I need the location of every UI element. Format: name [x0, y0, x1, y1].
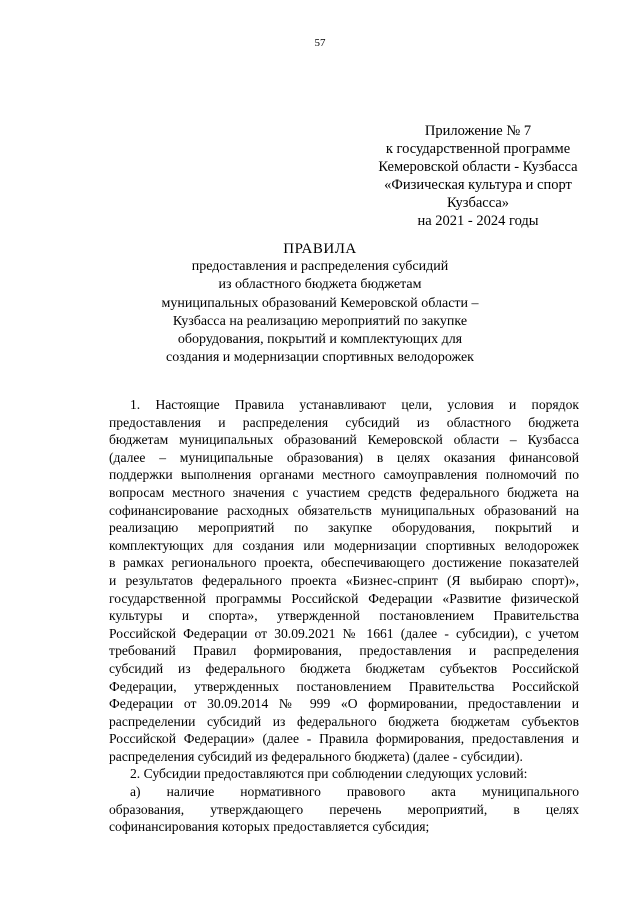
paragraph-line: софинансирование расходных обязательств муниципальных образований на: [109, 502, 579, 518]
subtitle-line: муниципальных образований Кемеровской области –: [161, 295, 479, 311]
paragraph-line: Российской Федерации от 30.09.2021 № 1661 (далее - субсидии), с учетом: [109, 625, 579, 641]
appendix-line: к государственной программе: [385, 141, 571, 157]
paragraph-line: 1. Настоящие Правила устанавливают цели, условия и порядок: [130, 397, 579, 412]
page-number: 57: [314, 37, 326, 49]
appendix-line: Кемеровской области - Кузбасса: [378, 159, 578, 175]
paragraph-line: государственной программы Российской Федерации «Развитие физической: [109, 590, 579, 606]
subtitle-line: оборудования, покрытий и комплектующих для: [177, 332, 463, 348]
paragraph-line: а) наличие нормативного правового акта муниципального: [130, 784, 579, 800]
subtitle-line: создания и модернизации спортивных велодорожек: [166, 350, 474, 366]
appendix-line: Приложение № 7: [424, 123, 532, 139]
paragraph-line: (далее – муниципальные образования) в целях оказания финансовой: [109, 449, 579, 465]
paragraph-line: бюджетам муниципальных образований Кемеровской области – Кузбасса: [109, 432, 579, 448]
paragraph-line: в рамках регионального проекта, обеспечивающего достижение показателей: [109, 555, 579, 571]
paragraph-line: образования, утверждающего перечень мероприятий, в целях: [109, 801, 579, 817]
body-text: [109, 396, 579, 836]
paragraph-line: вопросам местного значения с участием средств федерального бюджета на: [109, 484, 579, 500]
document-title: ПРАВИЛА: [283, 241, 357, 257]
appendix-line: на 2021 - 2024 годы: [417, 213, 539, 229]
paragraph-line: распределения субсидий из федерального бюджета) (далее - субсидии).: [109, 748, 523, 764]
paragraph-line: Российской Федерации» (далее - Правила формирования, предоставления и: [109, 731, 579, 747]
paragraph-line: распределении субсидий из федерального бюджета бюджетам субъектов: [109, 713, 579, 729]
subtitle-line: предоставления и распределения субсидий: [191, 259, 449, 274]
paragraph-line: 2. Субсидии предоставляются при соблюдении следующих условий:: [130, 766, 528, 782]
appendix-line: «Физическая культура и спорт: [384, 177, 572, 193]
paragraph-line: субсидий из федерального бюджета бюджетам субъектов Российской: [109, 660, 579, 676]
paragraph-line: требований Правил формирования, предоставления и распределения: [109, 643, 579, 659]
paragraph-line: реализацию мероприятий по закупке оборудования, покрытий и: [109, 520, 579, 536]
paragraph-line: софинансирования которых предоставляется субсидия;: [109, 819, 430, 835]
paragraph-line: поддержки выполнения органами местного самоуправления полномочий по: [109, 467, 579, 483]
paragraph-line: Федерации от 30.09.2014 № 999 «О формировании, предоставлении и: [109, 696, 579, 712]
paragraph-line: Федерации, утвержденных постановлением Правительства Российской: [109, 678, 579, 694]
paragraph-line: культуры и спорта», утвержденной постановлением Правительства: [109, 608, 579, 624]
subtitle-line: из областного бюджета бюджетам: [218, 277, 422, 293]
appendix-header: [368, 122, 588, 230]
paragraph-line: и результатов федерального проекта «Бизнес-спринт (Я выбираю спорт)»,: [109, 572, 579, 588]
subtitle-line: Кузбасса на реализацию мероприятий по закупке: [172, 313, 468, 329]
document-subtitle: [0, 258, 640, 368]
paragraph-line: предоставления и распределения субсидий из областного бюджета: [109, 414, 579, 430]
paragraph-line: комплектующих для создания или модернизации спортивных велодорожек: [109, 537, 579, 553]
appendix-line: Кузбасса»: [446, 195, 510, 211]
